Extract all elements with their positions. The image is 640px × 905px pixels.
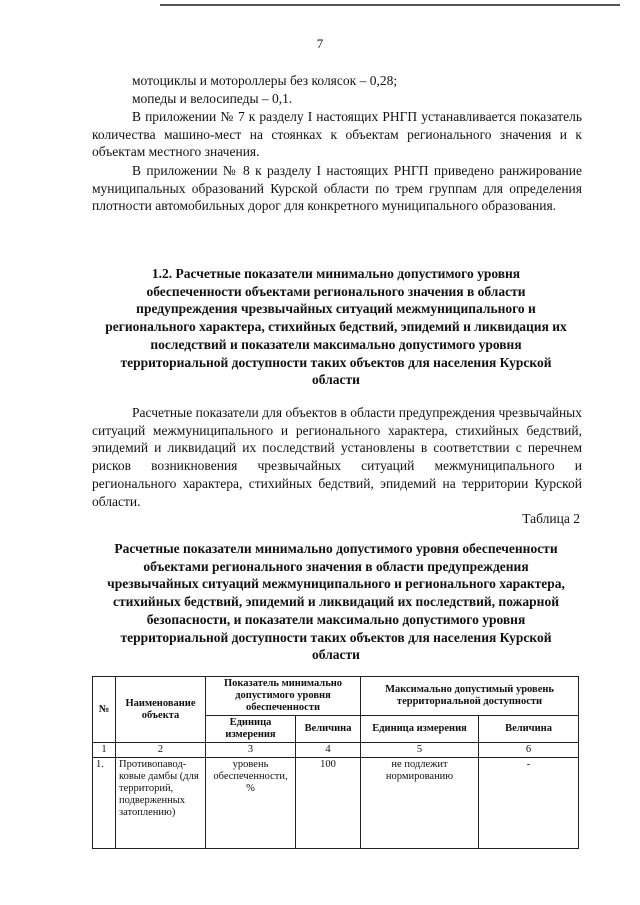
- section-heading: 1.2. Расчетные показатели минимально допустимого уровня обеспеченности объектами регионального значения в области предупреждения чрезвычайных ситуаций межмуниципального и регионального характера, стихийных бедствий, эпидемий и ликвидация их последствий и показатели максимально допустимого уровня территориальной доступности таких объектов для населения Курской области: [105, 266, 567, 388]
- col-number: 1: [93, 743, 116, 758]
- intro-line-2: мопеды и велосипеды – 0,1.: [132, 91, 293, 106]
- table-label: Таблица 2: [522, 511, 580, 526]
- row-min-value: 100: [296, 758, 361, 849]
- section-body: Расчетные показатели для объектов в области предупреждения чрезвычайных ситуаций межмуниципального и регионального характера, стихийных бедствий, эпидемий и ликвидаций их последствий установлены в соответствии с перечнем рисков возникновения чрезвычайных ситуаций межмуниципального и регионального характера, стихийных бедствий, эпидемий на территории Курской области.: [92, 405, 582, 509]
- header-max-value: Величина: [479, 716, 579, 743]
- row-name: Противопавод-ковые дамбы (для территорий, подверженных затоплению): [116, 758, 206, 849]
- intro-line-1: мотоциклы и мотороллеры без колясок – 0,28;: [132, 73, 398, 88]
- col-number: 5: [361, 743, 479, 758]
- top-rule: [160, 4, 620, 6]
- header-max-group: Максимально допустимый уровень территориальной доступности: [361, 677, 579, 716]
- col-number: 4: [296, 743, 361, 758]
- column-number-row: [93, 743, 579, 758]
- header-max-unit: Единица измерения: [361, 716, 479, 743]
- row-max-unit: не подлежит нормированию: [361, 758, 479, 849]
- row-num: 1.: [93, 758, 116, 849]
- col-number: 6: [479, 743, 579, 758]
- row-min-unit: уровень обеспеченности, %: [206, 758, 296, 849]
- col-number: 3: [206, 743, 296, 758]
- paragraph-appendix-8: В приложении № 8 к разделу I настоящих РНГП приведено ранжирование муниципальных образований Курской области по трем группам для определения плотности автомобильных дорог для конкретного муниципального образования.: [92, 163, 582, 214]
- data-table: [92, 676, 579, 849]
- header-min-value: Величина: [296, 716, 361, 743]
- page-number: 7: [316, 36, 324, 51]
- paragraph-appendix-7: В приложении № 7 к разделу I настоящих РНГП устанавливается показатель количества машино-мест на стоянках к объектам регионального значения и к объектам местного значения.: [92, 109, 582, 160]
- header-num: №: [93, 677, 116, 743]
- table-title: Расчетные показатели минимально допустимого уровня обеспеченности объектами регионального значения в области предупреждения чрезвычайных ситуаций межмуниципального и регионального характера, стихийных бедствий, эпидемий и ликвидаций их последствий, пожарной безопасности, и показатели максимально допустимого уровня территориальной доступности таких объектов для населения Курской области: [107, 541, 565, 663]
- row-max-value: -: [479, 758, 579, 849]
- header-row-1: [93, 677, 579, 716]
- table-row: [93, 758, 579, 849]
- header-name: Наименование объекта: [116, 677, 206, 743]
- col-number: 2: [116, 743, 206, 758]
- header-min-unit: Единица измерения: [206, 716, 296, 743]
- header-min-group: Показатель минимально допустимого уровня обеспеченности: [206, 677, 361, 716]
